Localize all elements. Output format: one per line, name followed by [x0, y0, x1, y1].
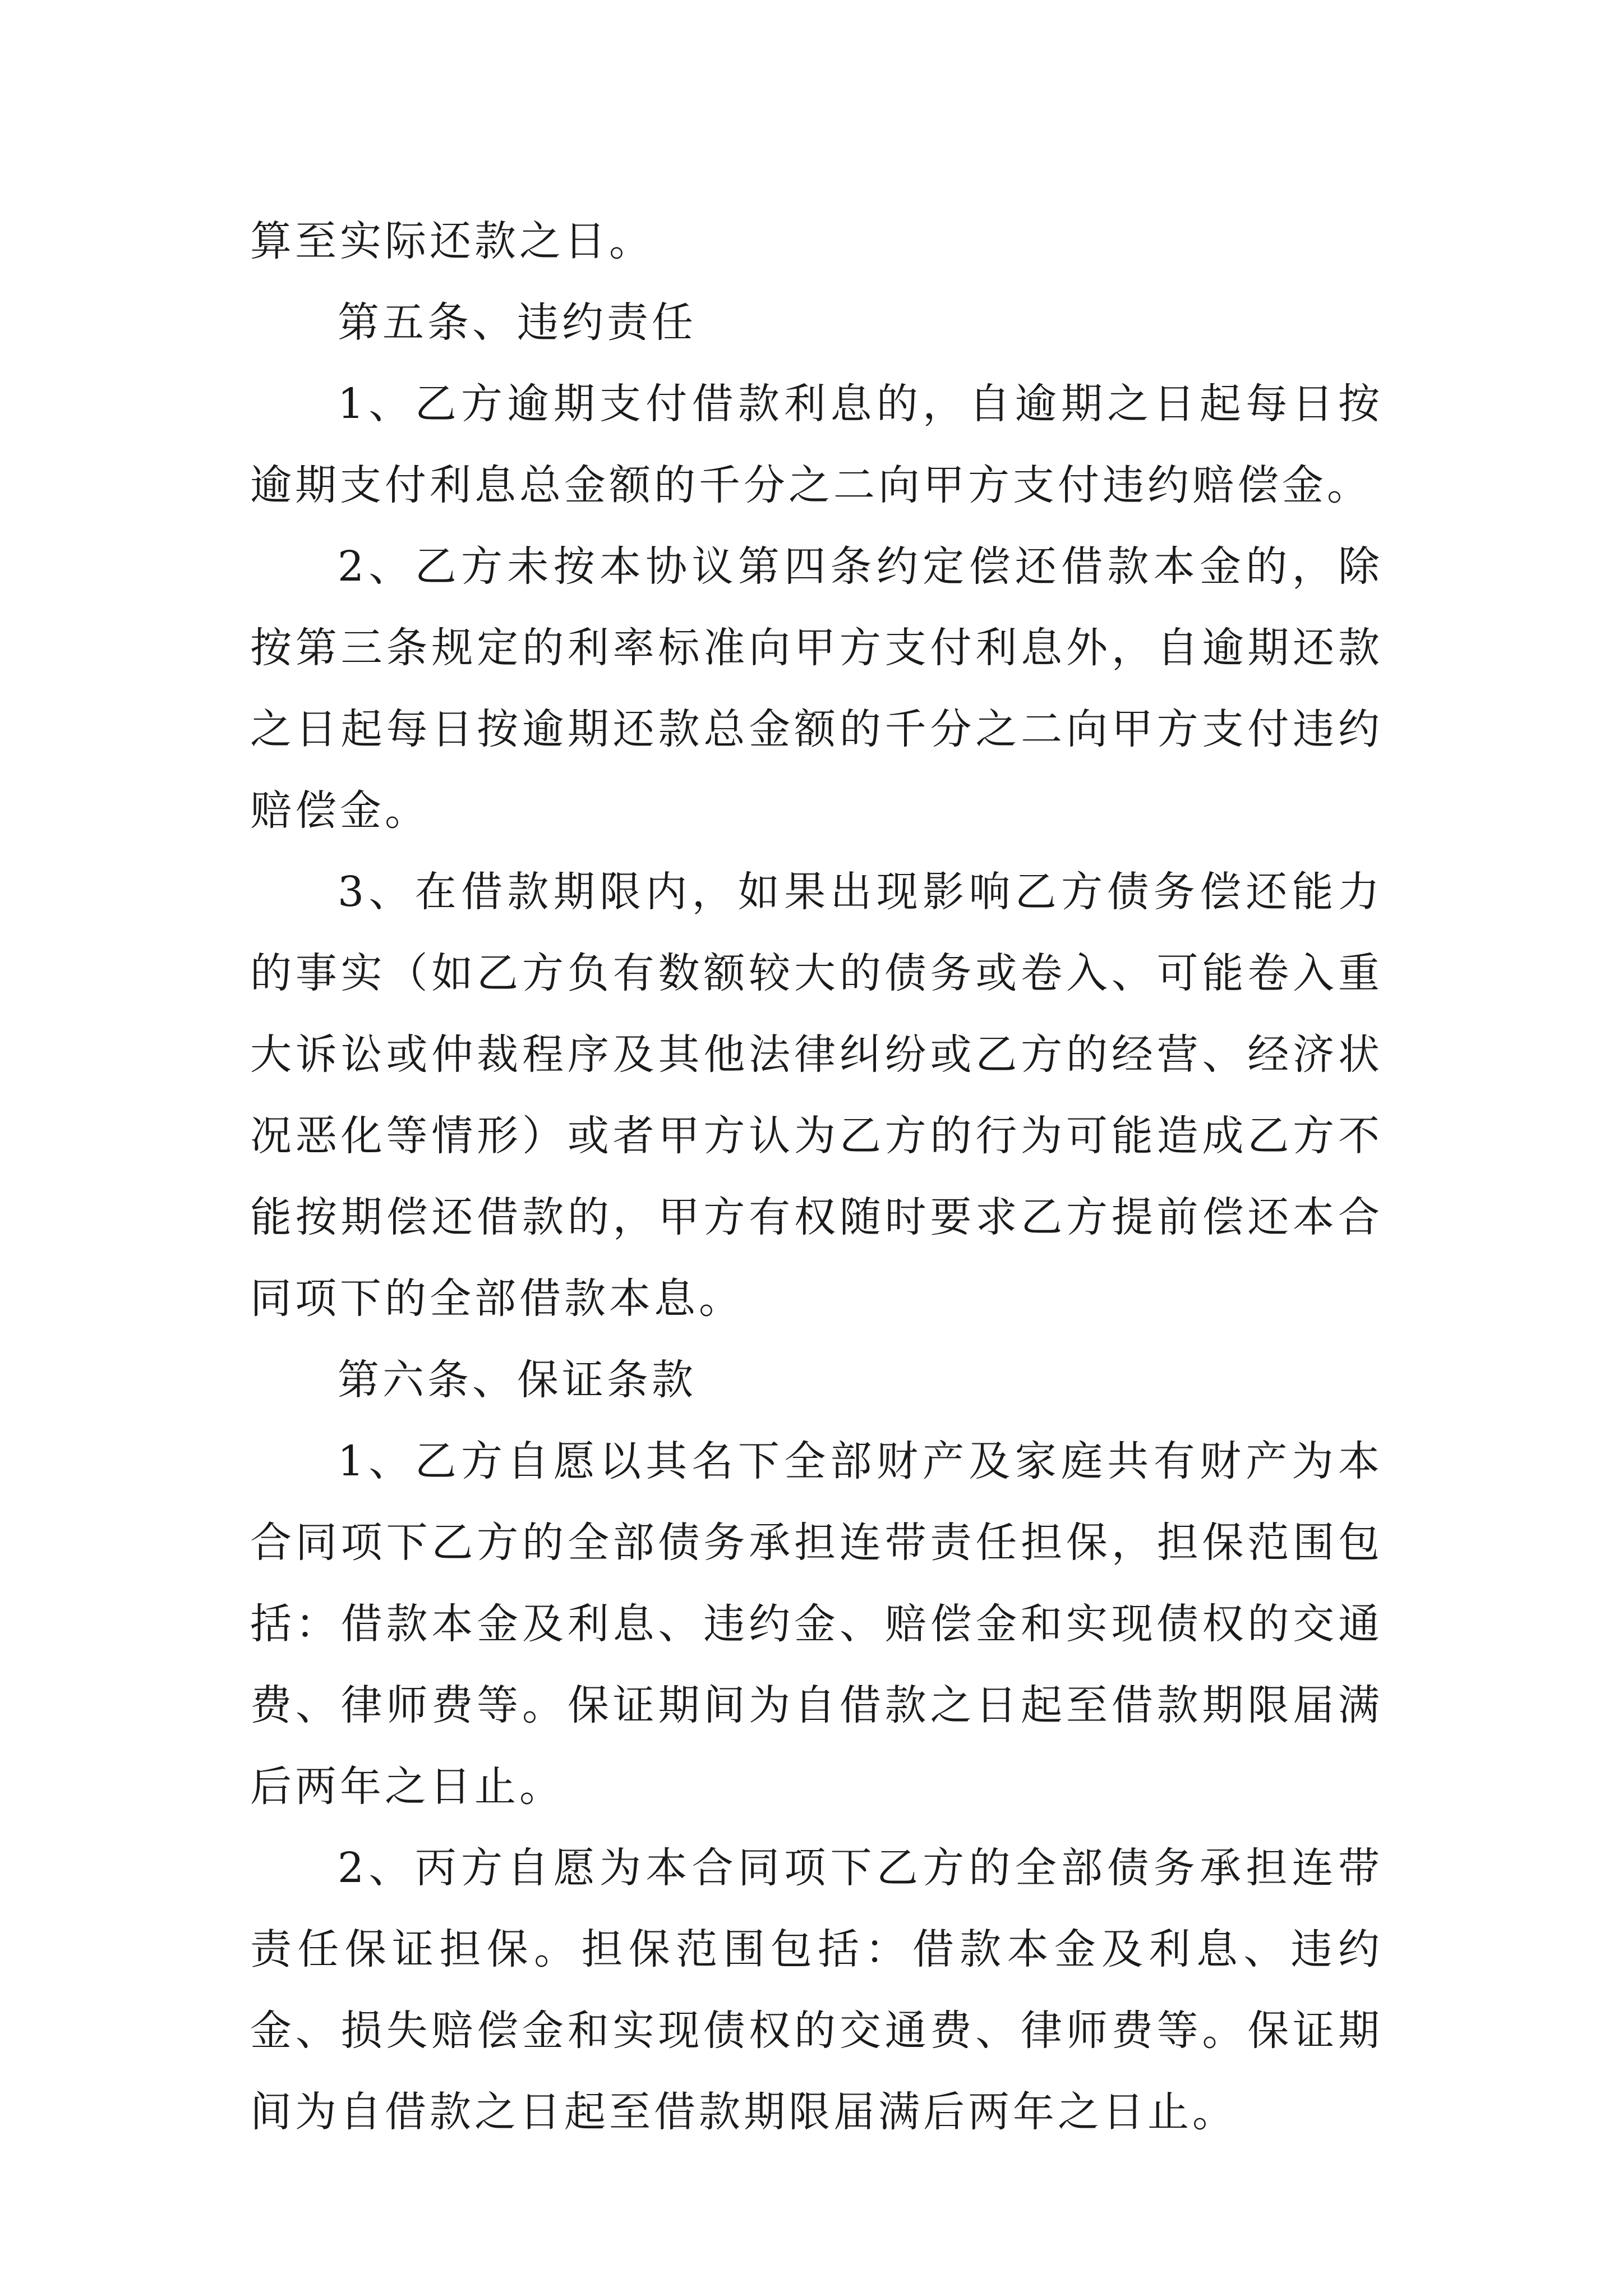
section-heading-article-5: 第五条、违约责任 — [338, 298, 697, 347]
paragraph-continuation: 算至实际还款之日。 — [250, 217, 654, 265]
document-body — [250, 201, 1383, 2153]
paragraph-article-5-clause-1: 1、乙方逾期支付借款利息的，自逾期之日起每日按逾期支付利息总金额的千分之二向甲方支付违约赔偿金。 — [250, 380, 1383, 509]
paragraph-article-6-clause-2: 2、丙方自愿为本合同项下乙方的全部债务承担连带责任保证担保。担保范围包括：借款本金及利息、违约金、损失赔偿金和实现债权的交通费、律师费等。保证期间为自借款之日起至借款期限届满后两年之日止。 — [250, 1844, 1383, 2136]
paragraph-article-5-clause-2: 2、乙方未按本协议第四条约定偿还借款本金的，除按第三条规定的利率标准向甲方支付利息外，自逾期还款之日起每日按逾期还款总金额的千分之二向甲方支付违约赔偿金。 — [250, 542, 1383, 835]
paragraph-article-5-clause-3: 3、在借款期限内，如果出现影响乙方债务偿还能力的事实（如乙方负有数额较大的债务或卷入、可能卷入重大诉讼或仲裁程序及其他法律纠纷或乙方的经营、经济状况恶化等情形）或者甲方认为乙方的行为可能造成乙方不能按期偿还借款的，甲方有权随时要求乙方提前偿还本合同项下的全部借款本息。 — [250, 868, 1383, 1323]
section-heading-article-6: 第六条、保证条款 — [338, 1356, 697, 1404]
paragraph-article-6-clause-1: 1、乙方自愿以其名下全部财产及家庭共有财产为本合同项下乙方的全部债务承担连带责任担保，担保范围包括：借款本金及利息、违约金、赔偿金和实现债权的交通费、律师费等。保证期间为自借款之日起至借款期限届满后两年之日止。 — [250, 1437, 1383, 1811]
